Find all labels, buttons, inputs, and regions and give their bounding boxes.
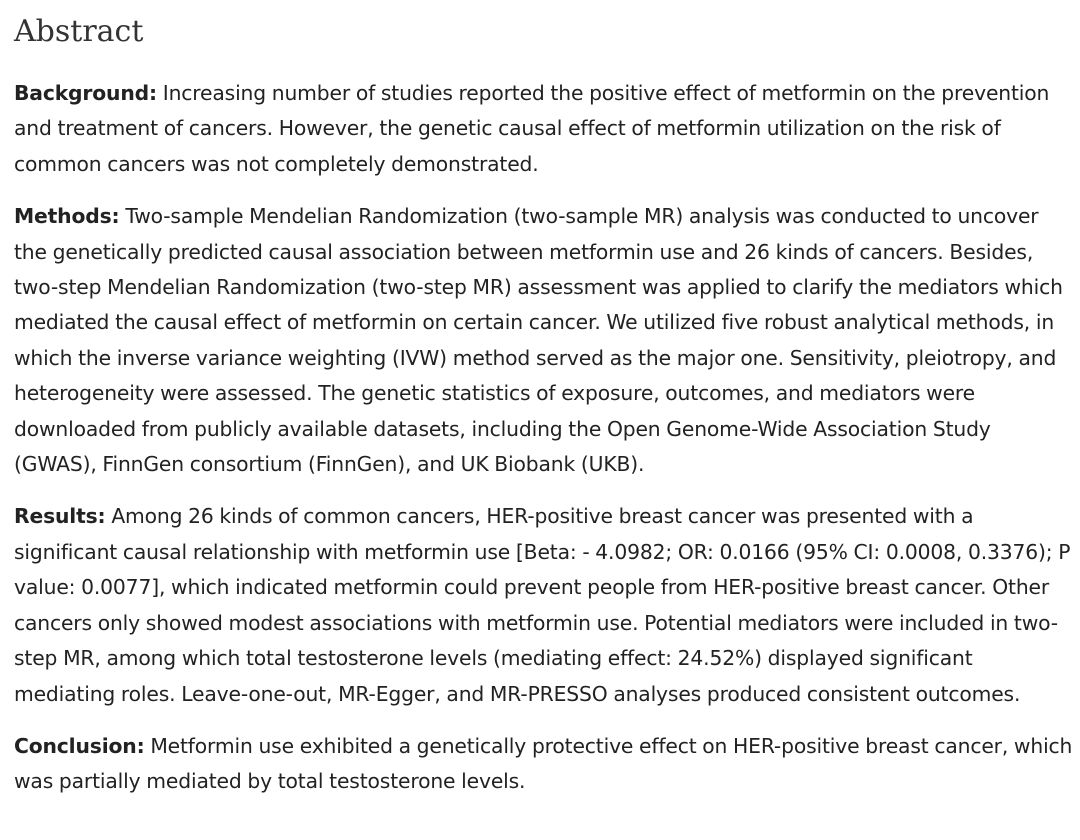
- abstract-section: [14, 10, 1074, 817]
- methods-label: Methods:: [14, 204, 120, 229]
- background-paragraph: [14, 76, 1074, 182]
- abstract-heading: Abstract: [14, 14, 144, 49]
- methods-paragraph: [14, 199, 1074, 482]
- conclusion-text: Metformin use exhibited a genetically protective effect on HER-positive breast cancer, which was partially mediated by total testosterone levels.: [14, 733, 1073, 794]
- conclusion-label: Conclusion:: [14, 733, 145, 758]
- conclusion-paragraph: [14, 729, 1074, 800]
- results-paragraph: [14, 499, 1074, 711]
- results-text: Among 26 kinds of common cancers, HER-positive breast cancer was presented with a significant causal relationship with metformin use [Beta: - 4.0982; OR: 0.0166 (95% CI: 0.0008, 0.3376); P value: 0.0077], which indicated metformin could prevent people from HER-positive breast cancer. Other cancers only showed modest associations with metformin use. Potential mediators were included in two-step MR, among which total testosterone levels (mediating effect: 24.52%) displayed significant mediating roles. Leave-one-out, MR-Egger, and MR-PRESSO analyses produced consistent outcomes.: [14, 504, 1071, 706]
- results-label: Results:: [14, 504, 106, 529]
- background-label: Background:: [14, 81, 157, 105]
- background-text: Increasing number of studies reported the positive effect of metformin on the prevention and treatment of cancers. However, the genetic causal effect of metformin utilization on the risk of common cancers was not completely demonstrated.: [14, 81, 1050, 176]
- methods-text: Two-sample Mendelian Randomization (two-sample MR) analysis was conducted to uncover the genetically predicted causal association between metformin use and 26 kinds of cancers. Besides, two-step Mendelian Randomization (two-step MR) assessment was applied to clarify the mediators which mediated the causal effect of metformin on certain cancer. We utilized five robust analytical methods, in which the inverse variance weighting (IVW) method served as the major one. Sensitivity, pleiotropy, and heterogeneity were assessed. The genetic statistics of exposure, outcomes, and mediators were downloaded from publicly available datasets, including the Open Genome-Wide Association Study (GWAS), FinnGen consortium (FinnGen), and UK Biobank (UKB).: [14, 204, 1063, 477]
